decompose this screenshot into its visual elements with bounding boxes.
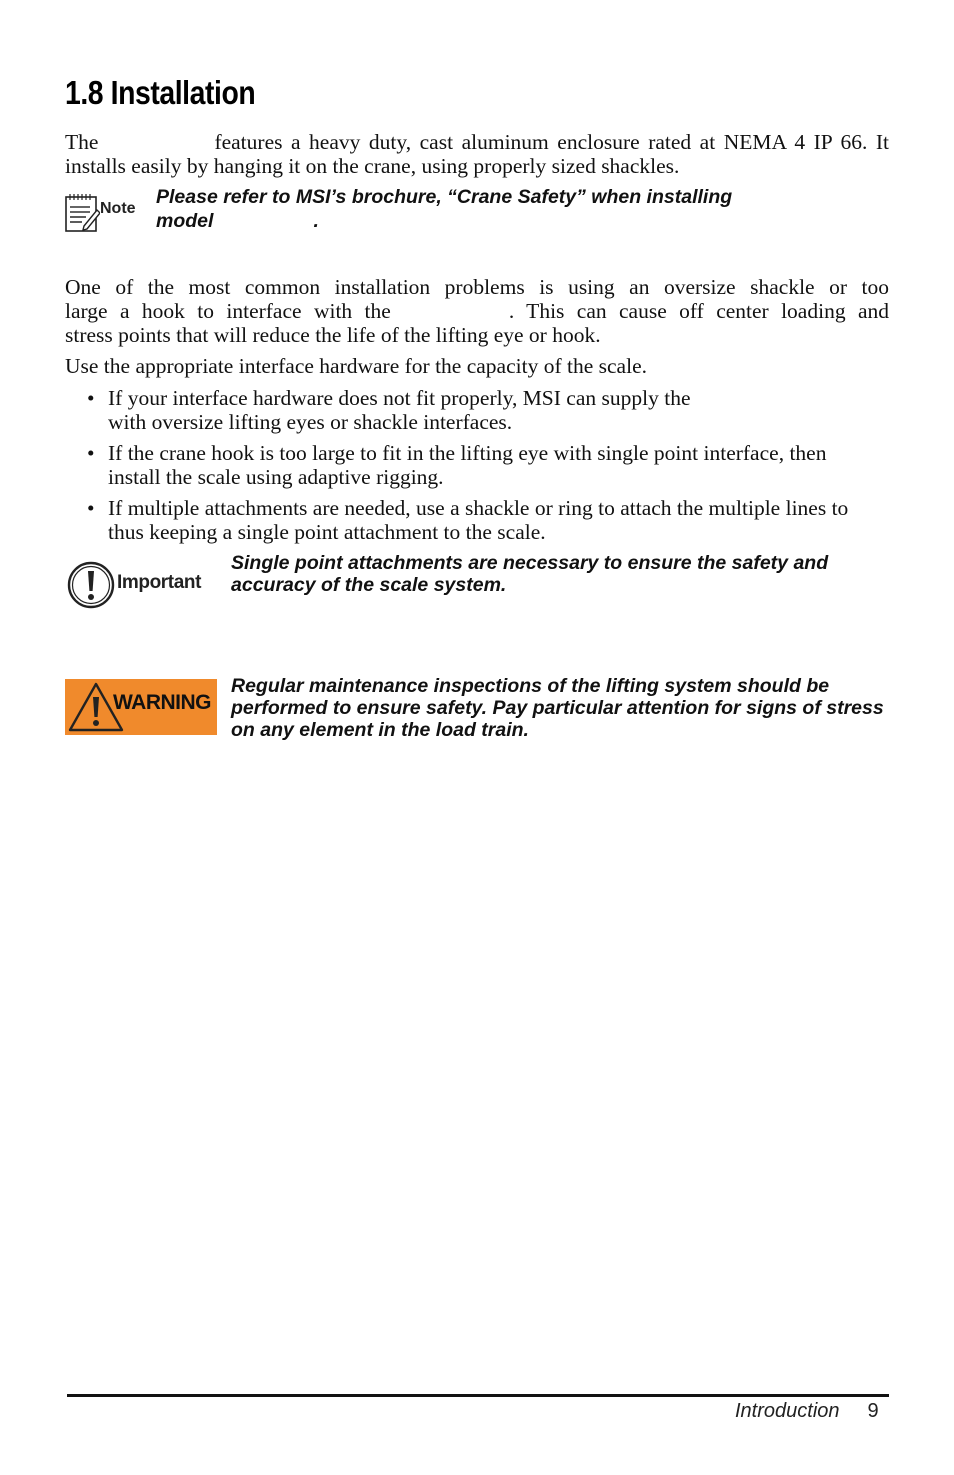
warning-message: Regular maintenance inspections of the lifting system should be performed to ensure safety. Pay particular attention for signs of stress on any element in the load train. — [231, 675, 884, 741]
note-line-2-end: . — [313, 210, 319, 232]
important-label: Important — [117, 572, 202, 593]
exclamation-circle-icon — [67, 561, 115, 609]
bullet-symbol: • — [87, 496, 95, 520]
warning-badge — [65, 679, 217, 735]
bullet-2-text: If the crane hook is too large to fit in the lifting eye with single point interface, then install the scale using adaptive rigging. — [108, 441, 827, 489]
bullet-3-text: If multiple attachments are needed, use a shackle or ring to attach the multiple lines to thus keeping a single point attachment to the scale. — [108, 496, 849, 544]
page-footer — [735, 1400, 879, 1423]
bullet-1-line-1: If your interface hardware does not fit properly, MSI can supply the — [108, 386, 691, 410]
note-label: Note — [100, 200, 136, 217]
footer-divider — [67, 1394, 889, 1397]
list-item — [87, 496, 877, 544]
para2-line-3: stress points that will reduce the life of the lifting eye or hook. — [65, 323, 601, 347]
intro-text-start: The — [65, 130, 99, 154]
bullet-list — [87, 386, 877, 551]
page-number: 9 — [867, 1400, 879, 1422]
footer-section: Introduction — [735, 1400, 840, 1422]
note-line-1: Please refer to MSI’s brochure, “Crane Safety” when installing — [156, 186, 733, 208]
bullet-symbol: • — [87, 386, 95, 410]
note-text — [156, 185, 886, 233]
important-message: Single point attachments are necessary to ensure the safety and accuracy of the scale system. — [231, 552, 829, 596]
list-item — [87, 441, 877, 489]
body-paragraph-2 — [65, 275, 889, 347]
intro-text-rest: features a heavy duty, cast aluminum enclosure rated at NEMA 4 IP 66. It installs easily by hanging it on the crane, using properly sized shackles. — [65, 130, 889, 178]
important-text — [231, 552, 891, 596]
bullet-1-line-2: with oversize lifting eyes or shackle interfaces. — [108, 410, 513, 434]
bullet-symbol: • — [87, 441, 95, 465]
para2-line-1: One of the most common installation problems is using an oversize shackle or too — [65, 275, 889, 299]
warning-text — [231, 675, 891, 741]
intro-paragraph — [65, 130, 889, 178]
section-heading: 1.8 Installation — [65, 74, 256, 111]
warning-label: WARNING — [113, 691, 211, 714]
para2-line-2-start: large a hook to interface with the — [65, 299, 391, 323]
list-item — [87, 386, 877, 434]
para2-line-2-end: . This can cause off center loading and — [508, 299, 889, 323]
para2-line-2 — [65, 299, 889, 323]
note-icon — [64, 192, 100, 234]
body-paragraph-3: Use the appropriate interface hardware for the capacity of the scale. — [65, 354, 647, 378]
note-line-2-start: model — [156, 210, 214, 232]
